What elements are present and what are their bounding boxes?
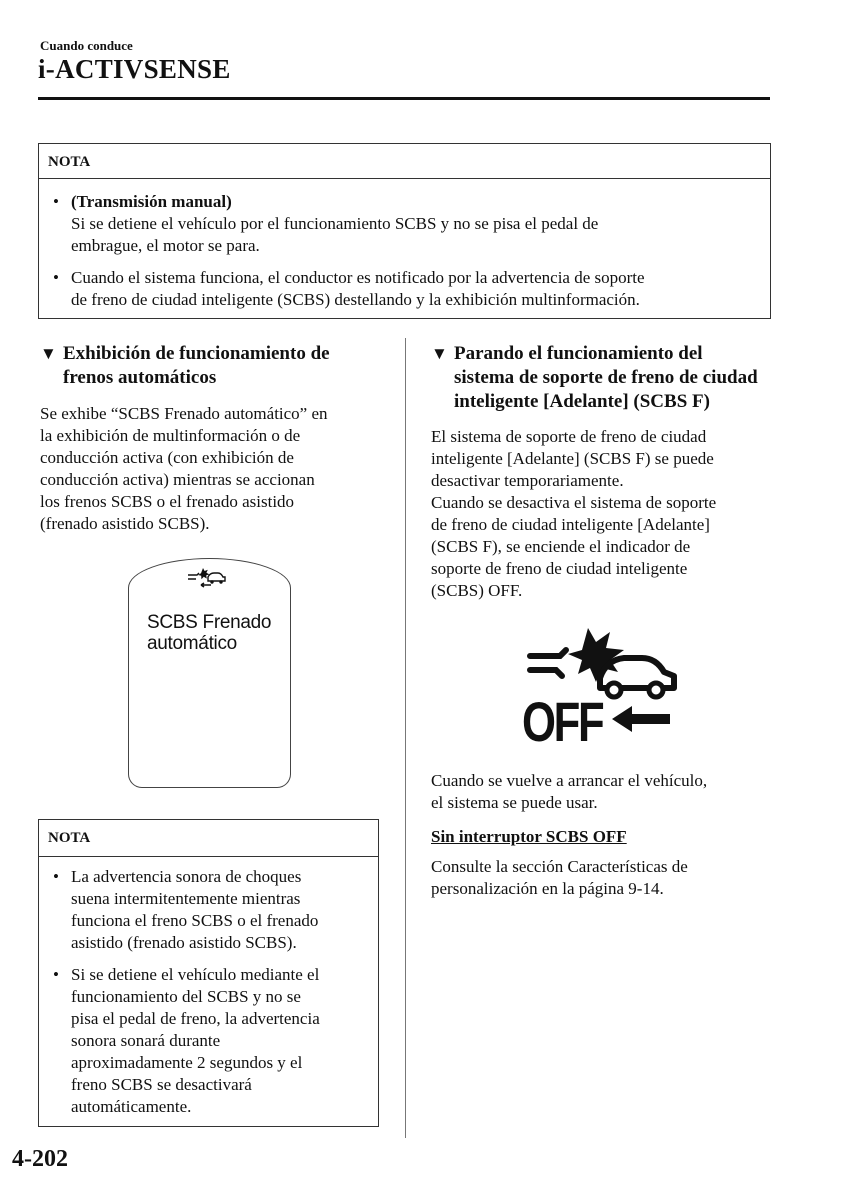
nota-box-top [38,143,771,319]
nota-divider [39,856,378,857]
page-number: 4-202 [12,1146,68,1172]
left-section-heading: ▼ Exhibición de funcionamiento de frenos automáticos [40,343,330,388]
nota-list [39,191,770,311]
list-item: • Si se detiene el vehículo mediante el funcionamiento del SCBS y no se pisa el pedal de freno, la advertencia sonora sonará durante aproximadamente 2 segundos y el freno SCBS se desactivará automáticamente. [53,965,320,1116]
right-paragraph-3: Consulte la sección Características de personalización en la página 9-14. [431,857,688,898]
left-paragraph: Se exhibe “SCBS Frenado automático” en la exhibición de multinformación o de conducción activa (con exhibición de conducción activa) mientras se accionan los frenos SCBS o el frenado asistido (frenado asistido SCBS). [40,404,328,533]
list-item-title: (Transmisión manual) [71,192,232,211]
display-message: SCBS Frenado automático [147,612,272,654]
list-item [39,191,770,257]
right-section-heading: ▼ Parando el funcionamiento del sistema de soporte de freno de ciudad inteligente [Adelante] (SCBS F) [431,343,758,412]
nota-divider [39,178,770,179]
column-divider [405,338,406,1138]
scbs-off-icon [520,620,680,700]
scbs-brake-icon [186,565,230,589]
bullet: • [53,867,59,886]
multi-info-display [128,558,291,788]
triangle-marker-icon: ▼ [40,344,57,363]
bullet: • [53,965,59,984]
page-title: i-ACTIVSENSE [38,54,231,84]
section-label: Cuando conduce [40,38,133,53]
right-paragraph-2: Cuando se vuelve a arrancar el vehículo, el sistema se puede usar. [431,771,708,812]
list-item-text: de freno de ciudad inteligente (SCBS) destellando y la exhibición multinformación. [71,290,640,309]
list-item [39,267,770,311]
list-item-text: Cuando el sistema funciona, el conductor es notificado por la advertencia de soporte [71,268,645,287]
triangle-marker-icon: ▼ [431,344,448,363]
scbs-off-indicator [520,620,680,755]
bullet: • [53,192,59,211]
subheading-no-switch: Sin interruptor SCBS OFF [431,827,627,846]
bullet: • [53,268,59,287]
nota-list [39,866,378,1118]
title-rule [38,97,770,100]
nota-box-bottom [38,819,379,1127]
nota-heading: NOTA [48,830,91,846]
off-label: OFF [522,690,603,753]
list-item: • La advertencia sonora de choques suena intermitentemente mientras funciona el freno SCBS o el frenado asistido (frenado asistido SCBS). [53,867,319,952]
nota-heading: NOTA [48,154,91,170]
arrow-left-icon [608,702,674,736]
list-item-text: Si se detiene el vehículo por el funcionamiento SCBS y no se pisa el pedal de [71,214,599,233]
list-item-text: embrague, el motor se para. [71,236,260,255]
right-paragraph: El sistema de soporte de freno de ciudad inteligente [Adelante] (SCBS F) se puede desactivar temporariamente. Cuando se desactiva el sistema de soporte de freno de ciudad inteligente [Adelante] (SCBS F), se enciende el indicador de soporte de freno de ciudad inteligente (SCBS) OFF. [431,427,717,600]
